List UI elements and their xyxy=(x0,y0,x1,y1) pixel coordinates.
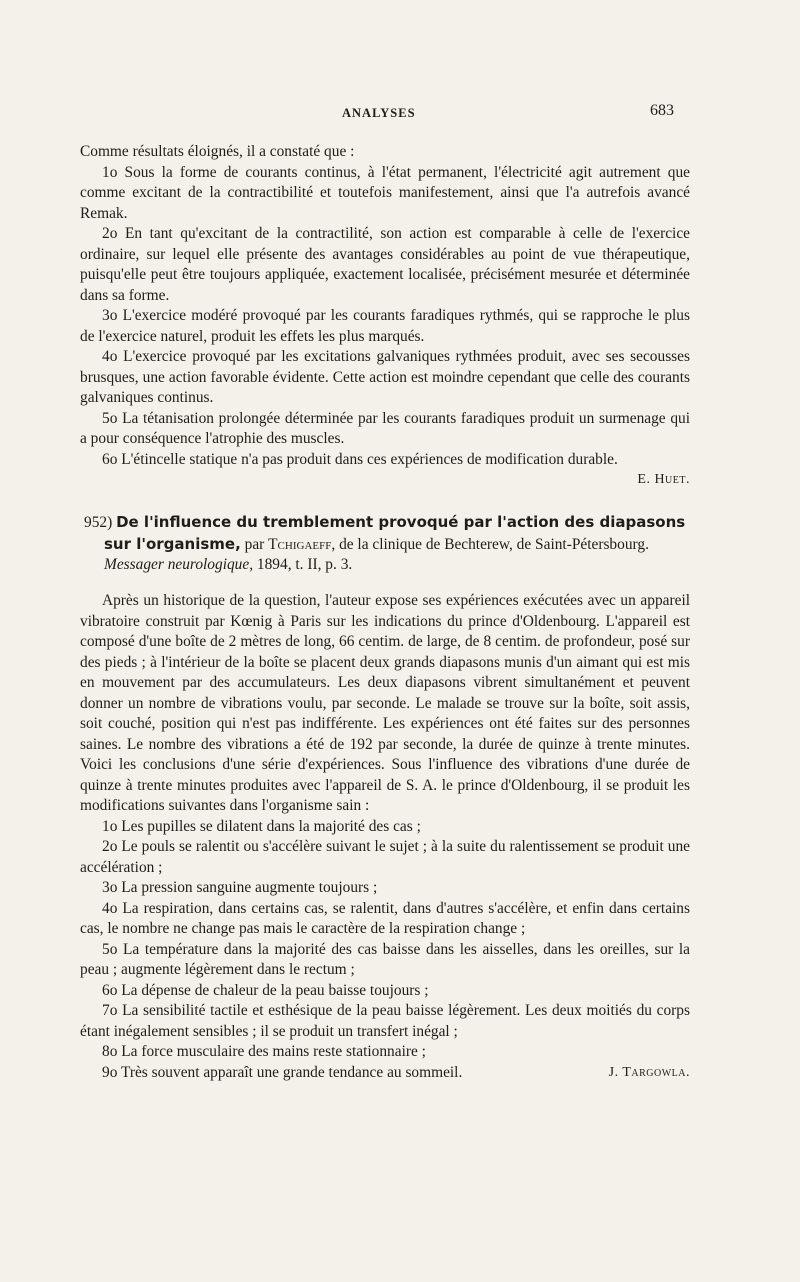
running-head: ANALYSES xyxy=(342,106,416,120)
entry-by: par xyxy=(244,535,265,553)
entry-952-heading xyxy=(80,512,690,576)
finding-5: 5o La température dans la majorité des cas baisse dans les aisselles, dans les oreilles, sur la peau ; augmente légèrement dans le rectum ; xyxy=(80,940,690,978)
point-5: 5o La tétanisation prolongée déterminée par les courants faradiques produit un surmenage qui a pour conséquence l'atrophie des muscles. xyxy=(80,409,690,447)
entry-number: 952) xyxy=(84,514,113,531)
intro-line: Comme résultats éloignés, il a constaté que : xyxy=(80,143,355,160)
finding-8: 8o La force musculaire des mains reste stationnaire ; xyxy=(102,1043,426,1060)
point-1: 1o Sous la forme de courants continus, à l'état permanent, l'électricité agit autrement que comme excitant de la contractibilité et toutefois manifestement, ainsi que l'a autrefois avancé Remak. xyxy=(80,163,690,222)
point-6 xyxy=(80,450,690,487)
entry-title: De l'influence du tremblement provoqué par l'action des diapasons sur l'organisme, xyxy=(104,513,686,553)
finding-3: 3o La pression sanguine augmente toujours ; xyxy=(102,879,378,896)
point-2: 2o En tant qu'excitant de la contractilité, son action est comparable à celle de l'exercice ordinaire, sur lequel elle présente des avantages considérables au point de vue thérapeutique, puisqu'elle peut être toujours appliquée, exactement localisée, précisément mesurée et déterminée dans sa forme. xyxy=(80,225,690,304)
entry-952-body xyxy=(80,591,690,1083)
finding-4: 4o La respiration, dans certains cas, se ralentit, dans d'autres s'accélère, et enfin dans certains cas, le nombre ne change pas mais le caractère de la respiration change ; xyxy=(80,899,690,937)
page-number: 683 xyxy=(650,102,674,119)
signature-huet: E. Huet. xyxy=(637,472,690,487)
entry-heading xyxy=(80,512,690,576)
finding-9-text: 9o Très souvent apparaît une grande tendance au sommeil. xyxy=(102,1063,463,1081)
finding-7: 7o La sensibilité tactile et esthésique de la peau baisse légèrement. Les deux moitiés du corps étant inégalement sensibles ; il se produit un transfert inégal ; xyxy=(80,1002,690,1040)
entry-author: Tchigaeff, xyxy=(268,535,336,553)
finding-1: 1o Les pupilles se dilatent dans la majorité des cas ; xyxy=(102,817,421,835)
page-header xyxy=(0,102,800,126)
finding-9 xyxy=(80,1063,690,1084)
entry-citation: 1894, t. II, p. 3. xyxy=(256,556,353,573)
previous-entry-conclusion xyxy=(80,142,690,491)
finding-2: 2o Le pouls se ralentit ou s'accélère suivant le sujet ; à la suite du ralentissement se produit une accélération ; xyxy=(80,838,690,876)
point-6-text: 6o L'étincelle statique n'a pas produit dans ces expériences de modification durable. xyxy=(102,450,618,468)
point-3: 3o L'exercice modéré provoqué par les courants faradiques rythmés, qui se rapproche le plus de l'exercice naturel, produit les effets les plus marqués. xyxy=(80,307,690,345)
finding-6: 6o La dépense de chaleur de la peau baisse toujours ; xyxy=(102,981,429,999)
signature-targowla: J. Targowla. xyxy=(608,1064,690,1080)
entry-paragraph: Après un historique de la question, l'auteur expose ses expériences exécutées avec un appareil vibratoire construit par Kœnig à Paris sur les indications du prince d'Oldenbourg. L'appareil est composé d'une boîte de 2 mètres de long, 66 centim. de large, de 8 centim. de profondeur, posé sur des pieds ; à l'intérieur de la boîte se placent deux grands diapasons munis d'un aimant qui est mis en mouvement par des accumulateurs. Les deux diapasons vibrent simultanément et peuvent donner un nombre de vibrations voulu, par seconde. Le malade se trouve sur la boîte, soit assis, soit couché, position qui n'est pas indifférente. Les expériences ont été faites sur des personnes saines. Le nombre des vibrations a été de 192 par seconde, la durée de quinze à trente minutes. Voici les conclusions d'une série d'expériences. Sous l'influence des vibrations d'une durée de quinze à trente minutes produites avec l'appareil de S. A. le prince d'Oldenbourg, il se produit les modifications suivantes dans l'organisme sain : xyxy=(80,592,690,814)
entry-journal: Messager neurologique, xyxy=(104,556,254,573)
entry-affiliation: de la clinique de Bechterew, de Saint-Pétersbourg. xyxy=(339,535,649,553)
point-4: 4o L'exercice provoqué par les excitations galvaniques rythmées produit, avec ses secousses brusques, une action favorable évidente. Cette action est moindre cependant que celle des courants galvaniques continus. xyxy=(80,348,690,406)
